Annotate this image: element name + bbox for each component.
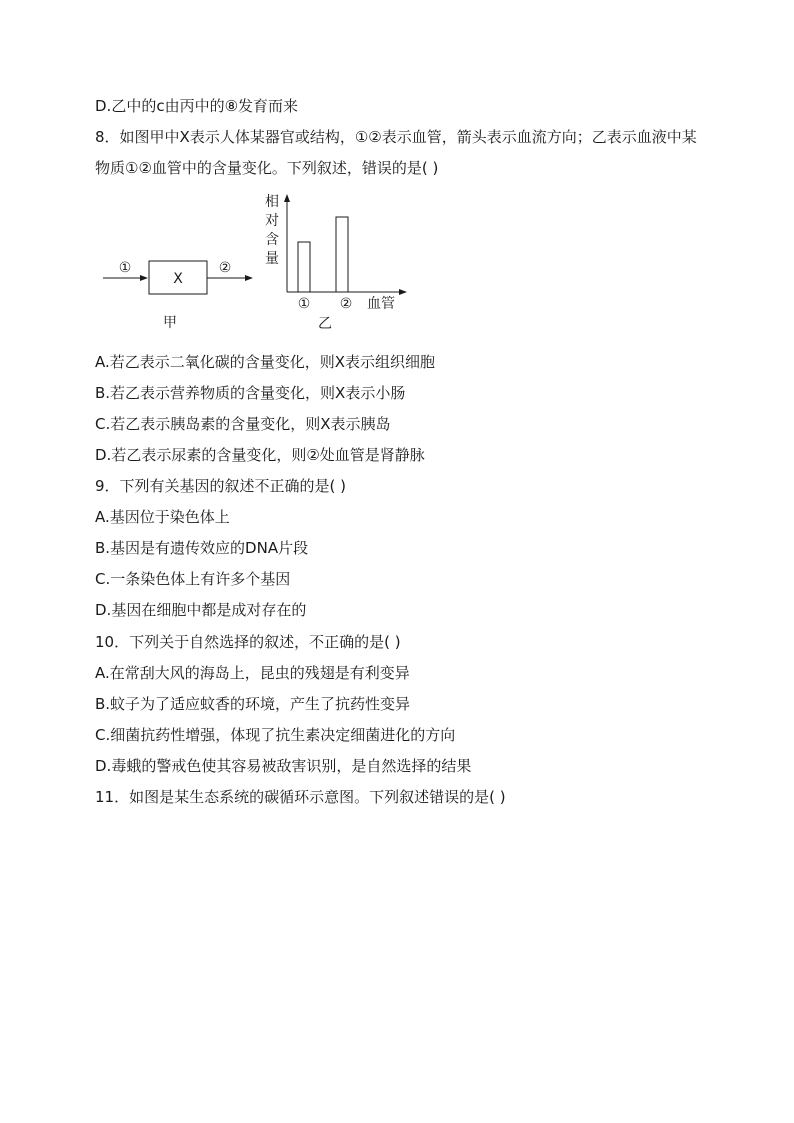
figure-jia bbox=[103, 260, 253, 331]
yi-ylabel-char-4: 量 bbox=[265, 251, 279, 267]
yi-ylabel-char-3: 含 bbox=[265, 232, 279, 248]
jia-organ-label: X bbox=[173, 271, 183, 287]
yi-tick-label-vessel-2: ② bbox=[339, 296, 353, 312]
question-9-option-d: D.基因在细胞中都是成对存在的 bbox=[95, 601, 307, 619]
question-10-option-a: A.在常刮大风的海岛上，昆虫的残翅是有利变异 bbox=[95, 664, 410, 682]
question-10-option-b: B.蚊子为了适应蚊香的环境，产生了抗药性变异 bbox=[95, 695, 411, 713]
question-9-option-a: A.基因位于染色体上 bbox=[95, 508, 230, 526]
jia-inflow-arrowhead bbox=[140, 275, 148, 281]
yi-ylabel-char-2: 对 bbox=[265, 213, 279, 229]
question-8-option-b: B.若乙表示营养物质的含量变化，则X表示小肠 bbox=[95, 384, 406, 402]
yi-caption: 乙 bbox=[318, 316, 332, 332]
question-10-option-c: C.细菌抗药性增强，体现了抗生素决定细菌进化的方向 bbox=[95, 726, 456, 744]
question-10-option-d: D.毒蛾的警戒色使其容易被敌害识别，是自然选择的结果 bbox=[95, 757, 472, 775]
yi-x-axis-arrowhead bbox=[399, 289, 407, 295]
question-11-stem: 11．如图是某生态系统的碳循环示意图。下列叙述错误的是( ) bbox=[95, 788, 506, 806]
jia-caption: 甲 bbox=[163, 315, 177, 331]
question-8-stem: 8．如图甲中X表示人体某器官或结构，①②表示血管，箭头表示血流方向；乙表示血液中某物质①②血管中的含量变化。下列叙述，错误的是( ) bbox=[95, 128, 697, 177]
question-8-figure bbox=[95, 190, 425, 340]
question-9-option-b: B.基因是有遗传效应的DNA片段 bbox=[95, 539, 309, 557]
jia-vessel-1-label: ① bbox=[118, 260, 132, 276]
yi-y-axis-arrowhead bbox=[284, 194, 290, 202]
yi-x-axis-label: 血管 bbox=[367, 296, 395, 312]
question-7-option-d: D.乙中的c由丙中的⑧发育而来 bbox=[95, 97, 299, 115]
question-8-option-d: D.若乙表示尿素的含量变化，则②处血管是肾静脉 bbox=[95, 446, 425, 464]
yi-ylabel-char-1: 相 bbox=[265, 194, 279, 210]
question-8-option-a: A.若乙表示二氧化碳的含量变化，则X表示组织细胞 bbox=[95, 353, 436, 371]
figure-yi-chart bbox=[265, 193, 407, 332]
question-9-stem: 9．下列有关基因的叙述不正确的是( ) bbox=[95, 477, 347, 495]
jia-vessel-2-label: ② bbox=[218, 260, 232, 276]
jia-outflow-arrowhead bbox=[245, 275, 253, 281]
yi-tick-label-vessel-1: ① bbox=[297, 296, 311, 312]
question-8-option-c: C.若乙表示胰岛素的含量变化，则X表示胰岛 bbox=[95, 415, 391, 433]
yi-bar-vessel-2 bbox=[336, 217, 348, 292]
question-9-option-c: C.一条染色体上有许多个基因 bbox=[95, 570, 291, 588]
yi-bar-vessel-1 bbox=[298, 242, 310, 292]
question-10-stem: 10．下列关于自然选择的叙述，不正确的是( ) bbox=[95, 633, 401, 651]
